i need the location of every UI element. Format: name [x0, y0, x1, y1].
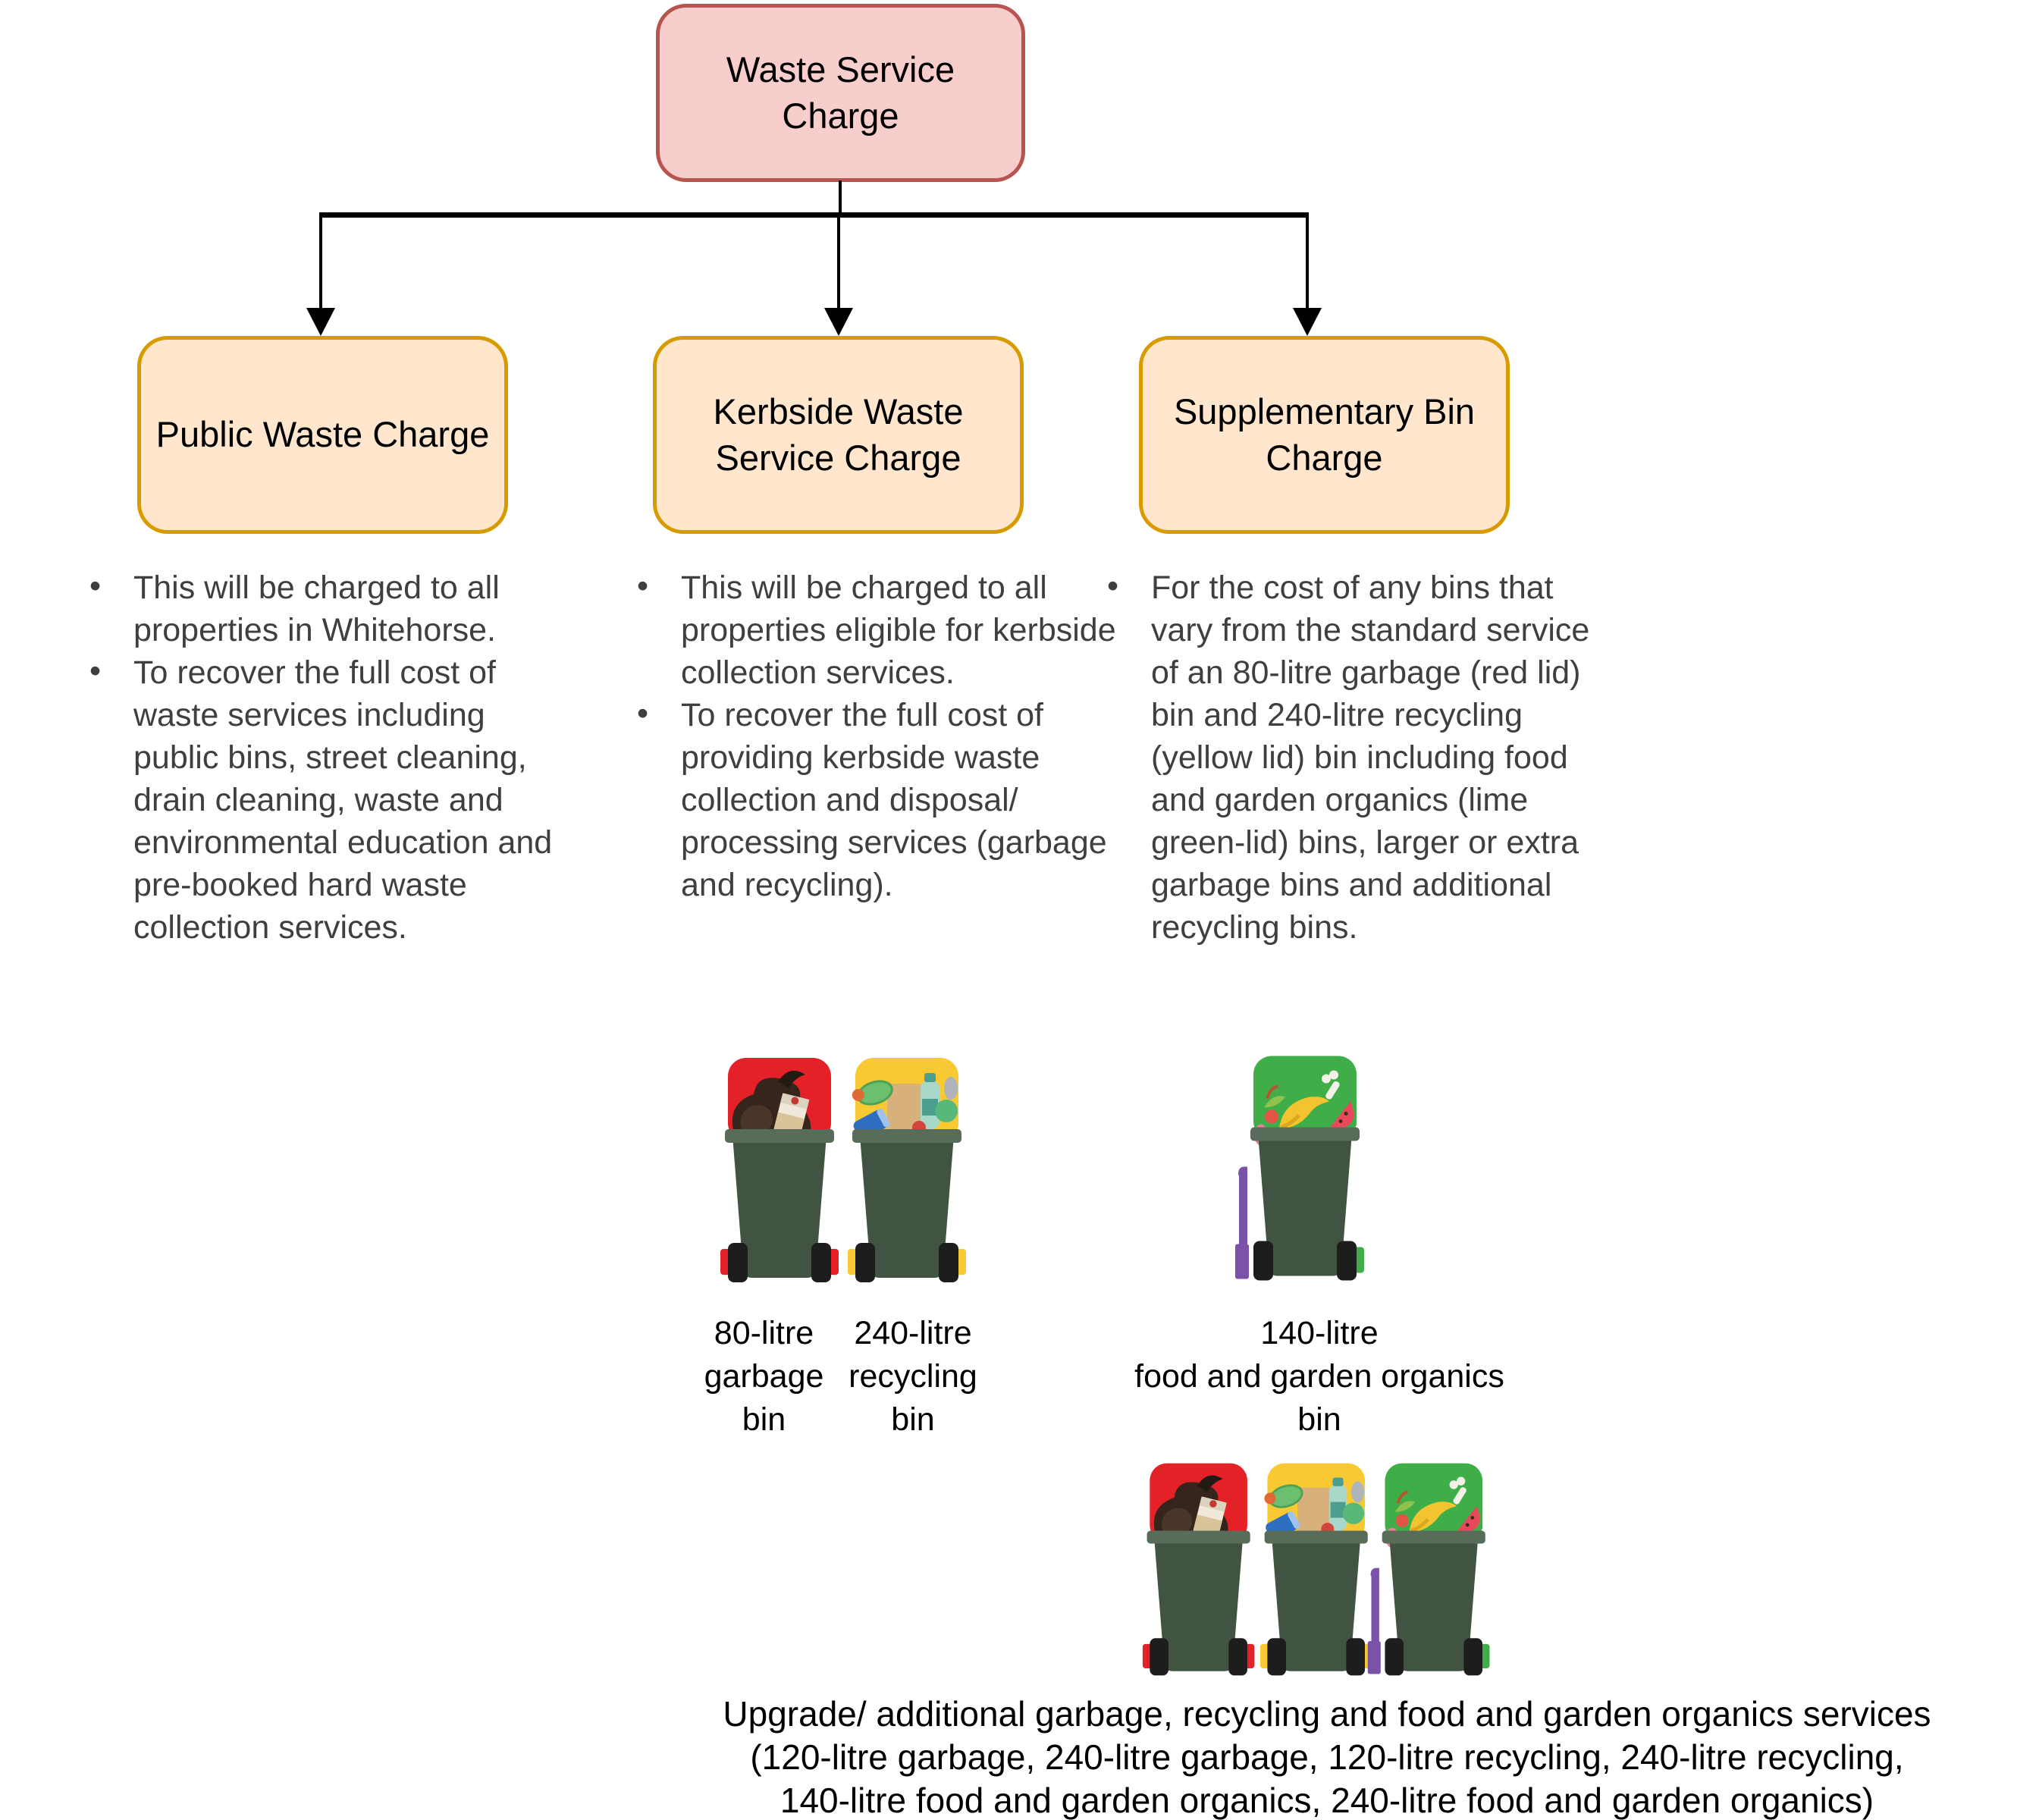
- organics-bin-illustration: [1232, 1053, 1372, 1284]
- branch-node-label: Supplementary Bin Charge: [1173, 391, 1476, 478]
- caption-line: 240-litre: [854, 1315, 972, 1351]
- bullet-item: • To recover the full cost of waste services including public bins, street cleaning, drain cleaning, waste and environmental education and pre-booked hard waste collection services.: [133, 651, 569, 949]
- upgrade-services-caption: [667, 1693, 1987, 1820]
- connector-horizontal-bar: [319, 212, 1309, 218]
- root-node-waste-service-charge: [656, 4, 1025, 182]
- caption-line: food and garden organics: [1134, 1358, 1504, 1395]
- recycling-bin-icon: [848, 1058, 966, 1282]
- organics-bin-icon: [1368, 1464, 1490, 1676]
- upgrade-bins-illustration: [1141, 1461, 1496, 1677]
- branch-node-label: Kerbside Waste Service Charge: [713, 391, 964, 478]
- connector-line-public: [319, 215, 322, 311]
- bullet-list-supplementary: [1092, 566, 1601, 949]
- connector-line-kerbside: [837, 215, 840, 311]
- caption-line: Upgrade/ additional garbage, recycling and food and garden organics services: [723, 1694, 1931, 1734]
- bullet-item: • This will be charged to all properties in Whitehorse.: [133, 566, 569, 651]
- garbage-bin-icon: [1143, 1464, 1254, 1676]
- garbage-bin-caption: [682, 1312, 845, 1442]
- caption-line: 140-litre: [1260, 1315, 1379, 1351]
- recycling-bin-caption: [829, 1312, 997, 1442]
- caption-line: garbage: [704, 1358, 824, 1395]
- bullet-item: • To recover the full cost of providing kerbside waste collection and disposal/ processing services (garbage and recycling).: [681, 694, 1116, 906]
- garbage-bin-icon: [720, 1058, 839, 1282]
- branch-node-kerbside-waste-service-charge: [653, 336, 1024, 534]
- caption-line: bin: [1297, 1401, 1341, 1438]
- caption-line: (120-litre garbage, 240-litre garbage, 120-litre recycling, 240-litre recycling,: [750, 1737, 1904, 1777]
- connector-root-stub: [839, 180, 842, 217]
- bullet-item: • This will be charged to all properties eligible for kerbside collection services.: [681, 566, 1116, 694]
- branch-node-label: Public Waste Charge: [155, 414, 490, 455]
- connector-line-supplementary: [1306, 215, 1309, 311]
- bullet-list-public: [74, 566, 569, 949]
- caption-line: recycling: [849, 1358, 977, 1395]
- arrowhead-supplementary-icon: [1293, 308, 1322, 336]
- caption-line: bin: [742, 1401, 786, 1438]
- organics-bin-caption: [1054, 1312, 1585, 1442]
- caption-line: 140-litre food and garden organics, 240-litre food and garden organics): [780, 1781, 1874, 1820]
- caption-line: 80-litre: [714, 1315, 814, 1351]
- kerbside-bins-illustration: [719, 1056, 969, 1285]
- caption-line: bin: [891, 1401, 935, 1438]
- organics-bin-icon: [1235, 1056, 1364, 1281]
- arrowhead-kerbside-icon: [824, 308, 853, 336]
- root-node-label: Waste Service Charge: [726, 49, 955, 136]
- bullet-list-kerbside: [622, 566, 1116, 906]
- arrowhead-public-icon: [306, 308, 335, 336]
- branch-node-supplementary-bin-charge: [1139, 336, 1510, 534]
- branch-node-public-waste-charge: [137, 336, 508, 534]
- bullet-item: • For the cost of any bins that vary from the standard service of an 80-litre garbage (red lid) bin and 240-litre recycling (yellow lid) bin including food and garden organics (lime green-lid) bins, larger or extra garbage bins and additional recycling bins.: [1151, 566, 1601, 949]
- recycling-bin-icon: [1260, 1464, 1372, 1676]
